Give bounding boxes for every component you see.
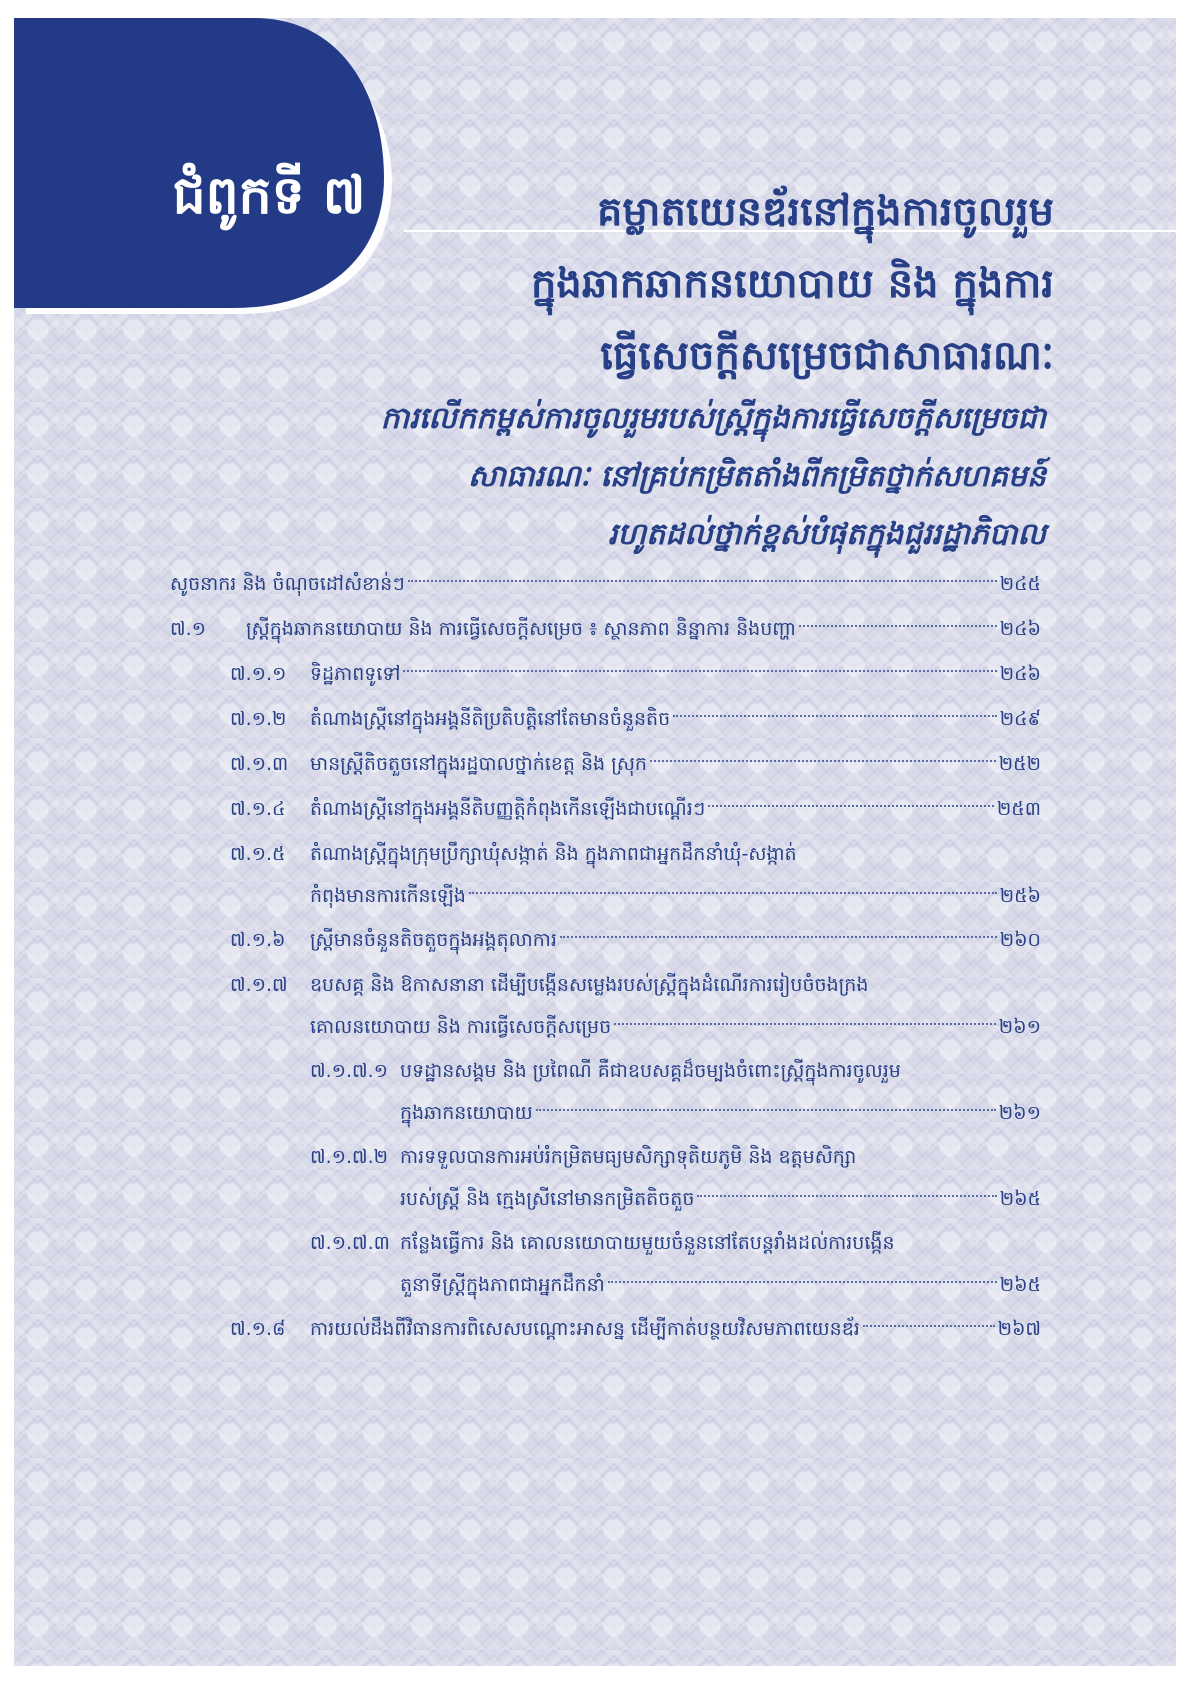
chapter-subtitle-line: ការលើកកម្ពស់ការចូលរួមរបស់ស្ត្រីក្នុងការធ្វើសេចក្តីសម្រេចជា: [380, 401, 1046, 436]
toc-leader: [608, 1281, 997, 1283]
toc-entry[interactable]: [14, 1139, 1176, 1225]
toc-title: មានស្ត្រីតិចតួចនៅក្នុងរដ្ឋបាលថ្នាក់ខេត្ត និង ស្រុក: [310, 753, 647, 775]
toc-page-number: ២៤៩: [999, 708, 1041, 730]
toc-entry-body: [400, 1053, 1041, 1131]
toc-leader: [614, 1023, 996, 1025]
toc-section-number: ៧.១.៤: [230, 798, 286, 820]
toc-line: [400, 1267, 1041, 1303]
toc-entry[interactable]: [14, 922, 1176, 967]
table-of-contents: [14, 566, 1176, 1356]
toc-entry[interactable]: [14, 656, 1176, 701]
toc-line: [400, 1053, 1041, 1089]
toc-title: ការយល់ដឹងពីវិធានការពិសេសបណ្តោះអាសន្ន ដើម្បីកាត់បន្ថយវិសមភាពយេនឌ័រ: [310, 1318, 860, 1340]
toc-page-number: ២៥២: [998, 753, 1041, 775]
toc-entry-body: [170, 566, 1041, 602]
toc-entry[interactable]: [14, 836, 1176, 922]
toc-entry-body: [310, 922, 1041, 958]
toc-line: [310, 836, 1041, 872]
toc-entry-body: [310, 967, 1041, 1045]
toc-title: បទដ្ឋានសង្គម និង ប្រពៃណី គឺជាឧបសគ្គដ៏ចម្បងចំពោះស្ត្រីក្នុងការចូលរួម: [400, 1060, 901, 1082]
toc-title: ស្ត្រីក្នុងឆាកនយោបាយ និង ការធ្វើសេចក្តីសម្រេច ៖ ស្ថានភាព និន្នាការ និងបញ្ហា: [246, 618, 797, 640]
toc-leader: [673, 715, 997, 717]
toc-entry-body: [310, 701, 1041, 737]
toc-page-number: ២៦៧: [997, 1318, 1041, 1340]
toc-entry[interactable]: [14, 566, 1176, 611]
toc-section-number: ៧.១: [170, 618, 207, 640]
toc-line: [310, 1009, 1041, 1045]
toc-entry-body: [310, 791, 1041, 827]
toc-entry[interactable]: [14, 1053, 1176, 1139]
toc-section-number: ៧.១.៥: [230, 843, 286, 865]
toc-line: [310, 701, 1041, 737]
toc-entry[interactable]: [14, 701, 1176, 746]
toc-title: ក្នុងឆាកនយោបាយ: [400, 1102, 533, 1124]
toc-title: តួនាទីស្ត្រីក្នុងភាពជាអ្នកដឹកនាំ: [400, 1274, 605, 1296]
toc-entry[interactable]: [14, 791, 1176, 836]
toc-line: [310, 656, 1041, 692]
toc-leader: [403, 670, 996, 672]
toc-line: [400, 1181, 1041, 1217]
page: [14, 18, 1176, 1666]
toc-title: ការទទួលបានការអប់រំកម្រិតមធ្យមសិក្សាទុតិយភូមិ និង ឧត្តមសិក្សា: [400, 1146, 857, 1168]
toc-section-number: ៧.១.៦: [230, 929, 286, 951]
toc-line: [310, 922, 1041, 958]
toc-title: តំណាងស្ត្រីនៅក្នុងអង្គនីតិប្រតិបត្តិនៅតែមានចំនួនតិច: [310, 708, 671, 730]
toc-entry-body: [310, 746, 1041, 782]
toc-page-number: ២៤៦: [999, 618, 1041, 640]
toc-section-number: ៧.១.៧.១: [310, 1060, 389, 1082]
toc-leader: [560, 936, 997, 938]
toc-line: [310, 1311, 1041, 1347]
toc-title: ស្ត្រីមានចំនួនតិចតួចក្នុងអង្គតុលាការ: [310, 929, 557, 951]
toc-entry-body: [246, 611, 1041, 647]
chapter-subtitle-line: រហូតដល់ថ្នាក់ខ្ពស់បំផុតក្នុងជួររដ្ឋាភិបាល: [608, 517, 1046, 552]
toc-line: [310, 878, 1041, 914]
toc-title: ឧបសគ្គ និង ឱកាសនានា ដើម្បីបង្កើនសម្លេងរបស់ស្ត្រីក្នុងដំណើរការរៀបចំចងក្រង: [310, 974, 869, 996]
toc-leader: [863, 1325, 995, 1327]
toc-leader: [536, 1109, 996, 1111]
toc-line: [400, 1225, 1041, 1261]
toc-title: កំពុងមានការកើនឡើង: [310, 885, 466, 907]
chapter-subtitle: [266, 390, 1046, 564]
toc-title: គោលនយោបាយ និង ការធ្វើសេចក្តីសម្រេច: [310, 1016, 612, 1038]
toc-title: តំណាងស្ត្រីក្នុងក្រុមប្រឹក្សាឃុំសង្កាត់ និង ក្នុងភាពជាអ្នកដឹកនាំឃុំ-សង្កាត់: [310, 843, 797, 865]
toc-section-number: ៧.១.១: [230, 663, 287, 685]
toc-entry[interactable]: [14, 967, 1176, 1053]
toc-entry-body: [400, 1225, 1041, 1303]
toc-entry-body: [310, 656, 1041, 692]
toc-section-number: ៧.១.២: [230, 708, 287, 730]
toc-entry[interactable]: [14, 611, 1176, 656]
toc-section-number: ៧.១.៧.៣: [310, 1232, 390, 1254]
toc-title: តំណាងស្ត្រីនៅក្នុងអង្គនីតិបញ្ញត្តិកំពុងកើនឡើងជាបណ្តើរៗ: [310, 798, 706, 820]
toc-entry-body: [310, 1311, 1041, 1347]
chapter-title: [414, 176, 1054, 392]
toc-page-number: ២៥៦: [999, 885, 1041, 907]
toc-page-number: ២៥៣: [996, 798, 1041, 820]
toc-entry-body: [310, 836, 1041, 914]
toc-section-number: ៧.១.៣: [230, 753, 289, 775]
toc-title: ទិដ្ឋភាពទូទៅ: [310, 663, 401, 685]
toc-line: [310, 791, 1041, 827]
chapter-title-line: ក្នុងឆាកឆាកនយោបាយ និង ក្នុងការ: [531, 260, 1054, 307]
toc-page-number: ២៦០: [999, 929, 1041, 951]
toc-page-number: ២៤៦: [999, 663, 1041, 685]
toc-line: [246, 611, 1041, 647]
toc-entry[interactable]: [14, 1225, 1176, 1311]
chapter-subtitle-line: សាធារណៈ នៅគ្រប់កម្រិតតាំងពីកម្រិតថ្នាក់សហគមន៍: [467, 459, 1046, 494]
toc-page-number: ២៦៥: [999, 1188, 1041, 1210]
toc-entry[interactable]: [14, 1311, 1176, 1356]
toc-line: [310, 967, 1041, 1003]
toc-line: [170, 566, 1041, 602]
toc-section-number: ៧.១.៧.២: [310, 1146, 389, 1168]
toc-leader: [799, 625, 997, 627]
toc-entry-body: [400, 1139, 1041, 1217]
toc-leader: [469, 892, 997, 894]
toc-leader: [708, 805, 994, 807]
toc-page-number: ២៤៥: [999, 573, 1041, 595]
toc-leader: [697, 1195, 996, 1197]
toc-leader: [408, 580, 997, 582]
toc-line: [400, 1139, 1041, 1175]
toc-title: កន្លែងធ្វើការ និង គោលនយោបាយមួយចំនួននៅតែបន្តរាំងដល់ការបង្កើន: [400, 1232, 895, 1254]
toc-title: សូចនាករ និង ចំណុចដៅសំខាន់ៗ: [170, 573, 405, 595]
chapter-title-line: គម្លាតយេនឌ័រនៅក្នុងការចូលរួម: [596, 188, 1054, 235]
toc-line: [310, 746, 1041, 782]
chapter-title-line: ធ្វើសេចក្តីសម្រេចជាសាធារណៈ: [600, 332, 1054, 379]
toc-leader: [650, 760, 996, 762]
chapter-number: ជំពូកទី ៧: [172, 165, 366, 226]
toc-page-number: ២៦១: [998, 1016, 1041, 1038]
toc-page-number: ២៦១: [998, 1102, 1041, 1124]
toc-section-number: ៧.១.៧: [230, 974, 288, 996]
toc-entry[interactable]: [14, 746, 1176, 791]
toc-title: របស់ស្ត្រី និង ក្មេងស្រីនៅមានកម្រិតតិចតួច: [400, 1188, 695, 1210]
toc-line: [400, 1095, 1041, 1131]
toc-page-number: ២៦៥: [999, 1274, 1041, 1296]
toc-section-number: ៧.១.៨: [230, 1318, 286, 1340]
